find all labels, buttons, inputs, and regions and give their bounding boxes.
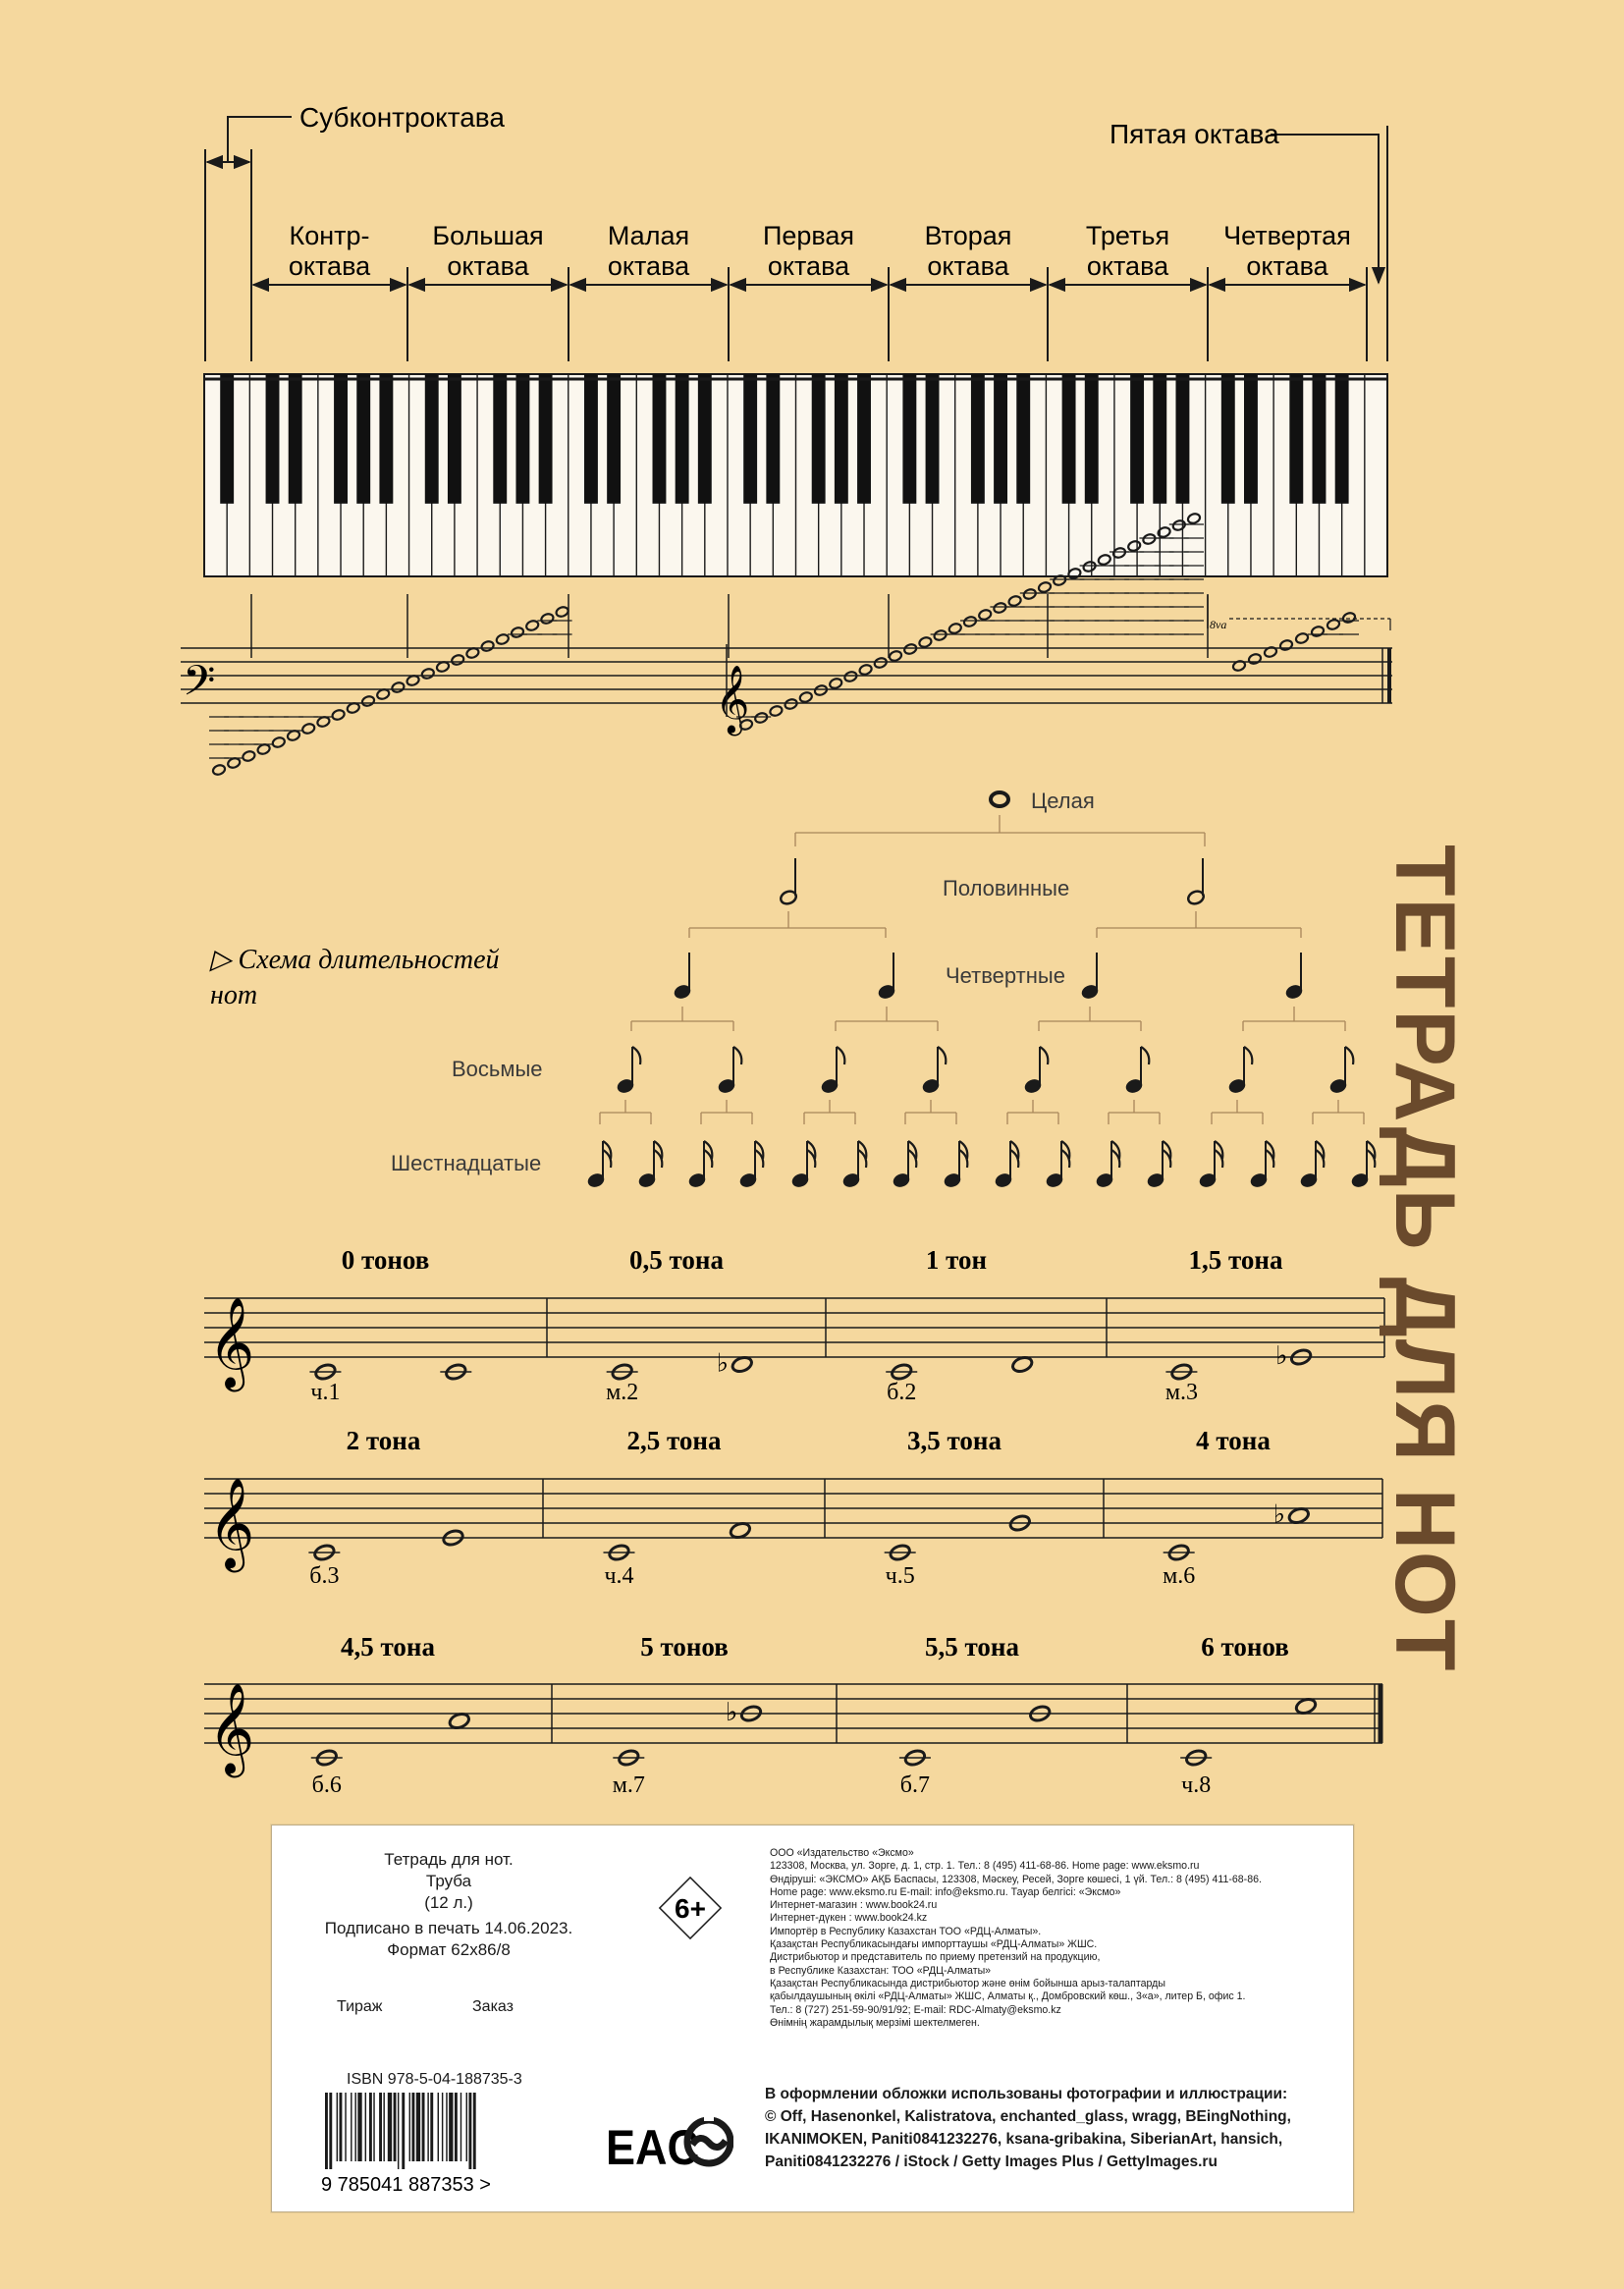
interval-name-label: м.2: [606, 1380, 639, 1405]
note-flag: [733, 1047, 741, 1064]
publisher-line: қабылдаушының өкілі «РДЦ-Алматы» ЖШС, Алматы қ., Домбровский көш., 3«а», литер Б, офис 1.: [770, 1990, 1246, 2003]
octave-name-line2: октава: [1246, 251, 1328, 281]
barcode-bar: [416, 2093, 420, 2161]
black-key: [289, 374, 302, 504]
whole-note: [525, 620, 540, 632]
interval-row: [204, 1632, 1382, 1798]
age-rating-badge: [655, 1873, 726, 1943]
octave-name-line2: октава: [607, 251, 690, 281]
whole-note: [480, 640, 495, 653]
book-title: Тетрадь для нот.: [384, 1850, 514, 1869]
whole-note: [933, 629, 947, 642]
publisher-line: в Республике Казахстан: ТОО «РДЦ-Алматы»: [770, 1964, 992, 1977]
treble-clef-icon: 𝄞: [208, 1477, 255, 1568]
black-key: [1153, 374, 1166, 504]
black-key: [1289, 374, 1303, 504]
black-key: [425, 374, 439, 504]
whole-note: [451, 654, 465, 667]
interval-name-label: б.7: [899, 1772, 931, 1798]
barcode-bar: [369, 2093, 372, 2161]
interval-name-label: б.2: [887, 1380, 917, 1405]
flat-sign-icon: ♭: [726, 1698, 738, 1727]
octave-name-line1: Первая: [762, 221, 855, 250]
whole-note: [858, 664, 873, 677]
barcode-bar: [466, 2093, 467, 2161]
black-key: [676, 374, 689, 504]
whole-note: [1022, 588, 1037, 601]
publisher-line: Импортёр в Республику Казахстан ТОО «РДЦ-Алматы».: [770, 1925, 1042, 1937]
whole-note-symbol: [991, 792, 1008, 806]
interval-size-label: 2,5 тона: [626, 1426, 722, 1455]
credit-line: Paniti0841232276 / iStock / Getty Images Plus / GettyImages.ru: [765, 2153, 1218, 2170]
whole-note: [1279, 639, 1294, 652]
publisher-line: Дистрибьютор и представитель по приему претензий на продукцию,: [770, 1951, 1101, 1964]
subcontra-leader-line: [228, 117, 292, 162]
quarter-notes-label: Четвертные: [946, 963, 1065, 988]
credit-line: В оформлении обложки использованы фотографии и иллюстрации:: [765, 2086, 1288, 2102]
interval-name-label: б.3: [309, 1563, 340, 1589]
publisher-line: ООО «Издательство «Эксмо»: [770, 1847, 914, 1859]
whole-note: [1295, 632, 1310, 645]
note-flag: [938, 1047, 946, 1064]
publisher-line: Тел.: 8 (727) 251-59-90/91/92; E-mail: RDC-Almaty@eksmo.kz: [770, 2003, 1061, 2016]
whole-note: [889, 650, 903, 663]
black-key: [334, 374, 348, 504]
imprint-panel: [271, 1825, 1354, 2212]
treble-clef-icon: 𝄞: [715, 665, 750, 734]
octave-name-line1: Контр-: [289, 221, 370, 250]
whole-note: [903, 643, 918, 656]
interval-size-label: 1,5 тона: [1188, 1245, 1283, 1275]
barcode-bar: [446, 2093, 447, 2161]
interval-row: [204, 1426, 1382, 1589]
black-key: [220, 374, 234, 504]
whole-note: [947, 623, 962, 635]
whole-note-label: Целая: [1031, 789, 1095, 813]
octave-name-line2: октава: [447, 251, 529, 281]
barcode-bar: [438, 2093, 439, 2161]
black-key: [812, 374, 826, 504]
bass-clef-icon: 𝄢: [183, 657, 216, 716]
octave-name-line1: Большая: [432, 221, 544, 250]
black-key: [1175, 374, 1189, 504]
octave-name-line2: октава: [288, 251, 371, 281]
flat-sign-icon: ♭: [1272, 1499, 1286, 1530]
barcode-bar: [409, 2093, 410, 2161]
imprint-left-block: [301, 1849, 596, 2015]
format-line: Формат 62х86/8: [387, 1940, 511, 1959]
whole-note: [798, 691, 813, 704]
flat-sign-icon: ♭: [716, 1348, 730, 1379]
signed-date: Подписано в печать 14.06.2023.: [324, 1919, 573, 1937]
publisher-line: Home page: www.eksmo.ru E-mail: info@eksmo.ru. Тауар белгісі: «Эксмо»: [770, 1885, 1121, 1898]
fifth-octave-label: Пятая октава: [1110, 119, 1279, 149]
interval-name-label: ч.5: [885, 1563, 915, 1589]
whole-note: [1248, 653, 1263, 666]
octave-name-line1: Третья: [1085, 221, 1170, 250]
interval-size-label: 5 тонов: [640, 1632, 729, 1662]
barcode-bar: [411, 2093, 414, 2161]
black-key: [515, 374, 529, 504]
black-key: [766, 374, 780, 504]
barcode-bar: [388, 2093, 392, 2161]
note-flag: [632, 1047, 640, 1064]
credit-line: IKANIMOKEN, Paniti0841232276, ksana-gribakina, SiberianArt, hansich,: [765, 2131, 1283, 2148]
note-flag: [1345, 1047, 1353, 1064]
barcode-bar: [379, 2093, 382, 2161]
barcode-bar: [460, 2093, 461, 2161]
publisher-line: Өндіруші: «ЭКСМО» АҚБ Баспасы, 123308, Мәскеу, Ресей, Зорге көшесі, 1 үй. Тел.: 8 (495) 411-68-86.: [770, 1873, 1262, 1885]
barcode-bar: [373, 2093, 374, 2161]
note-flag: [1040, 1047, 1048, 1064]
whole-note: [963, 616, 978, 628]
whole-note: [843, 671, 858, 683]
black-key: [1221, 374, 1235, 504]
note-flag: [1141, 1047, 1149, 1064]
ottava-mark: 8va: [1210, 618, 1227, 631]
interval-upper-note: [1287, 1506, 1310, 1525]
interval-size-label: 4 тона: [1196, 1426, 1271, 1455]
black-key: [743, 374, 757, 504]
whole-note: [1038, 581, 1053, 594]
eac-mark: EAC: [606, 2120, 699, 2176]
interval-name-label: ч.1: [310, 1380, 341, 1405]
whole-note: [769, 705, 784, 718]
interval-upper-note: [1011, 1355, 1034, 1374]
isbn-text: ISBN 978-5-04-188735-3: [347, 2071, 522, 2088]
whole-note: [1007, 595, 1022, 608]
whole-note: [993, 602, 1007, 615]
whole-note: [555, 606, 569, 619]
black-key: [266, 374, 280, 504]
black-key: [926, 374, 940, 504]
publisher-line: 123308, Москва, ул. Зорге, д. 1, стр. 1. Тел.: 8 (495) 411-68-86. Home page: www.eksmo.ru: [770, 1860, 1200, 1873]
barcode-bar: [394, 2093, 397, 2161]
barcode-bar: [402, 2093, 405, 2169]
barcode-bar: [422, 2093, 425, 2161]
black-key: [607, 374, 621, 504]
book-subtitle: Труба: [425, 1872, 472, 1890]
interval-size-label: 2 тона: [346, 1426, 421, 1455]
interval-size-label: 3,5 тона: [907, 1426, 1001, 1455]
subcontra-octave-label: Субконтроктава: [299, 102, 505, 133]
durations-title-line2: нот: [210, 980, 258, 1010]
credit-line: © Off, Hasenonkel, Kalistratova, enchanted_glass, wragg, BEingNothing,: [765, 2108, 1291, 2125]
whole-note: [242, 750, 256, 763]
barcode-bar: [455, 2093, 458, 2161]
black-key: [1313, 374, 1326, 504]
black-key: [902, 374, 916, 504]
interval-name-label: б.6: [311, 1772, 342, 1798]
barcode-bar: [351, 2093, 352, 2161]
interval-name-label: м.6: [1163, 1563, 1196, 1589]
whole-note: [495, 633, 510, 646]
treble-clef-icon: 𝄞: [208, 1682, 255, 1773]
play-triangle-icon: ▷: [210, 945, 239, 975]
barcode-bar: [383, 2093, 384, 2161]
interval-size-label: 5,5 тона: [925, 1632, 1019, 1662]
black-key: [698, 374, 712, 504]
durations-title-line1: [209, 945, 500, 975]
note-durations-tree: [209, 789, 1375, 1189]
publisher-line: Өнімнің жарамдылық мерзімі шектелмеген.: [770, 2016, 980, 2029]
interval-name-label: м.3: [1164, 1380, 1199, 1405]
whole-note: [1311, 626, 1326, 638]
interval-upper-note: [729, 1521, 751, 1540]
black-key: [448, 374, 461, 504]
black-key: [835, 374, 848, 504]
black-key: [1244, 374, 1258, 504]
black-key: [493, 374, 507, 504]
octave-name-line2: октава: [927, 251, 1009, 281]
note-flag: [1244, 1047, 1252, 1064]
half-notes-label: Половинные: [943, 876, 1070, 900]
image-credits: [765, 2083, 1339, 2173]
barcode-bar: [337, 2093, 338, 2161]
sixteenth-notes-label: Шестнадцатые: [391, 1151, 542, 1175]
barcode-bar: [325, 2093, 328, 2169]
whole-note: [212, 764, 227, 777]
barcode-bar: [354, 2093, 355, 2161]
whole-note: [331, 709, 346, 722]
whole-note: [511, 627, 525, 639]
whole-note: [754, 712, 769, 725]
octave-name-line1: Малая: [607, 221, 690, 250]
eighth-notes-label: Восьмые: [452, 1057, 543, 1081]
barcode-bar: [430, 2093, 433, 2161]
whole-note: [391, 681, 406, 694]
octave-name-line1: Четвертая: [1223, 221, 1351, 250]
barcode-bar: [329, 2093, 332, 2169]
whole-note: [420, 668, 435, 681]
interval-upper-note: [1294, 1697, 1317, 1716]
black-key: [653, 374, 667, 504]
barcode: [321, 2093, 557, 2196]
black-key: [1062, 374, 1076, 504]
whole-note: [784, 698, 798, 711]
barcode-bar: [398, 2093, 399, 2169]
octave-name-line2: октава: [1086, 251, 1169, 281]
durations-title-text: Схема длительностей: [238, 945, 500, 975]
interval-size-label: 1 тон: [925, 1245, 988, 1275]
interval-size-label: 6 тонов: [1201, 1632, 1289, 1662]
black-key: [994, 374, 1007, 504]
publisher-line: Интернет-дүкен : www.book24.kz: [770, 1912, 928, 1925]
black-key: [1016, 374, 1030, 504]
barcode-bar: [345, 2093, 346, 2161]
interval-size-label: 0,5 тона: [629, 1245, 724, 1275]
publisher-line: Интернет-магазин : www.book24.ru: [770, 1899, 938, 1912]
black-key: [379, 374, 393, 504]
whole-note: [873, 657, 888, 670]
flat-sign-icon: ♭: [1275, 1341, 1288, 1371]
whole-note: [1342, 612, 1357, 625]
black-key: [356, 374, 370, 504]
black-key: [584, 374, 598, 504]
whole-note: [829, 678, 843, 690]
octave-name-line2: октава: [767, 251, 850, 281]
barcode-bar: [365, 2093, 366, 2161]
whole-note: [271, 736, 286, 749]
barcode-bar: [340, 2093, 343, 2161]
barcode-bar: [357, 2093, 361, 2161]
barcode-bar: [473, 2093, 476, 2169]
whole-note: [978, 609, 993, 622]
interval-name-label: ч.4: [604, 1563, 634, 1589]
zakaz-label: Заказ: [472, 1998, 514, 2015]
black-key: [539, 374, 553, 504]
octave-ranges-diagram: [205, 102, 1387, 361]
black-key: [857, 374, 871, 504]
interval-size-label: 4,5 тона: [341, 1632, 435, 1662]
age-rating-text: 6+: [675, 1893, 706, 1924]
interval-name-label: ч.8: [1181, 1772, 1212, 1798]
sheet-count: (12 л.): [424, 1893, 473, 1912]
publisher-info: [770, 1847, 1339, 2030]
whole-note: [814, 684, 829, 697]
barcode-bar: [468, 2093, 471, 2169]
black-key: [971, 374, 985, 504]
piano-keyboard: [204, 374, 1387, 576]
treble-clef-icon: 𝄞: [208, 1296, 255, 1388]
whole-note: [918, 636, 933, 649]
barcode-digits: 9 785041 887353 >: [321, 2174, 491, 2196]
whole-note: [361, 695, 376, 708]
barcode-bar: [427, 2093, 428, 2161]
interval-upper-note: [448, 1712, 470, 1730]
whole-note: [301, 723, 316, 736]
octave-name-line1: Вторая: [924, 221, 1012, 250]
interval-name-label: м.7: [612, 1772, 645, 1798]
spine-title: ТЕТРАДЬ ДЛЯ НОТ: [1378, 845, 1472, 1673]
whole-note: [1326, 619, 1341, 631]
publisher-line: Қазақстан Республикасындағы импорттаушы «РДЦ-Алматы» ЖШС.: [770, 1938, 1098, 1951]
black-key: [1130, 374, 1144, 504]
note-flag: [837, 1047, 844, 1064]
eac-and-publisher-logos: [606, 2105, 733, 2179]
black-key: [1085, 374, 1099, 504]
barcode-bar: [442, 2093, 443, 2161]
interval-upper-note: [731, 1355, 753, 1374]
interval-row: [204, 1245, 1384, 1405]
interval-size-label: 0 тонов: [341, 1245, 430, 1275]
intervals-table: [204, 1245, 1384, 1798]
barcode-bar: [449, 2093, 453, 2161]
whole-note: [540, 613, 555, 626]
black-key: [1335, 374, 1349, 504]
publisher-line: Қазақстан Республикасында дистрибьютор және өнім бойынша арыз-талаптарды: [770, 1977, 1165, 1989]
tirazh-label: Тираж: [337, 1998, 383, 2015]
